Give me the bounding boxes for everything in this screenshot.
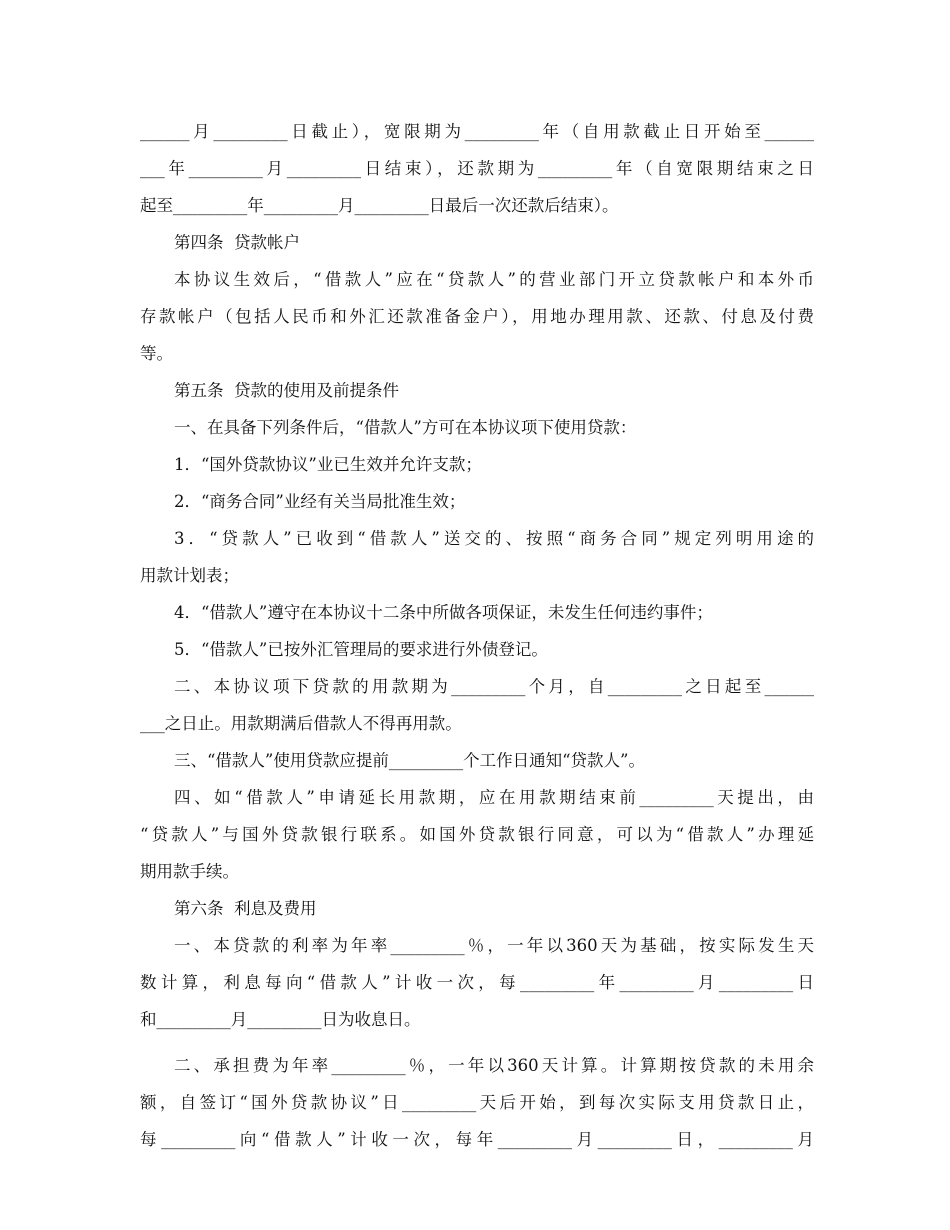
list-item: 2．“商务合同”业经有关当局批准生效； [174, 492, 466, 511]
article-heading: 第五条 贷款的使用及前提条件 [174, 381, 399, 400]
list-item: 5．“借款人”已按外汇管理局的要求进行外债登记。 [174, 640, 548, 659]
text-line: ___之日止。用款期满后借款人不得再用款。 [140, 714, 462, 733]
text-line: 数计算，利息每向“借款人”计收一次，每_________年_________月_________日 [140, 973, 814, 992]
text-line: 期用款手续。 [140, 862, 239, 881]
text-line: 额，自签订“国外贷款协议”日_________天后开始，到每次实际支用贷款日止， [140, 1093, 814, 1112]
text-line: ______月_________日截止），宽限期为_________年（自用款截止日开始至______ [140, 122, 814, 141]
text-line: 二、承担费为年率_________％，一年以360天计算。计算期按贷款的未用余 [174, 1056, 814, 1075]
text-line: 和_________月_________日为收息日。 [140, 1010, 421, 1029]
paragraph-gap [140, 1038, 814, 1047]
document-body [140, 113, 814, 1158]
article-heading: 第四条 贷款帐户 [174, 233, 300, 252]
text-line: 三、“借款人”使用贷款应提前_________个工作日通知“贷款人”。 [174, 751, 645, 770]
text-line: 起至_________年_________月_________日最后一次还款后结束）。 [140, 196, 619, 215]
text-line: 一、在具备下列条件后，“借款人”方可在本协议项下使用贷款： [174, 418, 637, 437]
text-line: 存款帐户（包括人民币和外汇还款准备金户），用地办理用款、还款、付息及付费 [140, 307, 814, 326]
text-line: 二、本协议项下贷款的用款期为_________个月，自_________之日起至______ [174, 677, 814, 696]
article-heading: 第六条 利息及费用 [174, 899, 317, 918]
text-line: 本协议生效后，“借款人”应在“贷款人”的营业部门开立贷款帐户和本外币 [174, 270, 814, 289]
list-item: 3．“贷款人”已收到“借款人”送交的、按照“商务合同”规定列明用途的 [174, 529, 814, 548]
text-line: 等。 [140, 344, 173, 363]
text-line: 四、如“借款人”申请延长用款期，应在用款期结束前_________天提出，由 [174, 788, 814, 807]
list-item: 1．“国外贷款协议”业已生效并允许支款； [174, 455, 482, 474]
text-line: ___年_________月_________日结束），还款期为_________年（自宽限期结束之日 [140, 159, 814, 178]
text-line: “贷款人”与国外贷款银行联系。如国外贷款银行同意，可以为“借款人”办理延 [140, 825, 814, 844]
text-line: 用款计划表； [140, 566, 239, 585]
text-line: 一、本贷款的利率为年率_________％，一年以360天为基础，按实际发生天 [174, 936, 814, 955]
list-item: 4．“借款人”遵守在本协议十二条中所做各项保证，未发生任何违约事件； [174, 603, 713, 622]
text-line: 每_________向“借款人”计收一次，每年_________月_________日，_________月 [140, 1130, 814, 1149]
